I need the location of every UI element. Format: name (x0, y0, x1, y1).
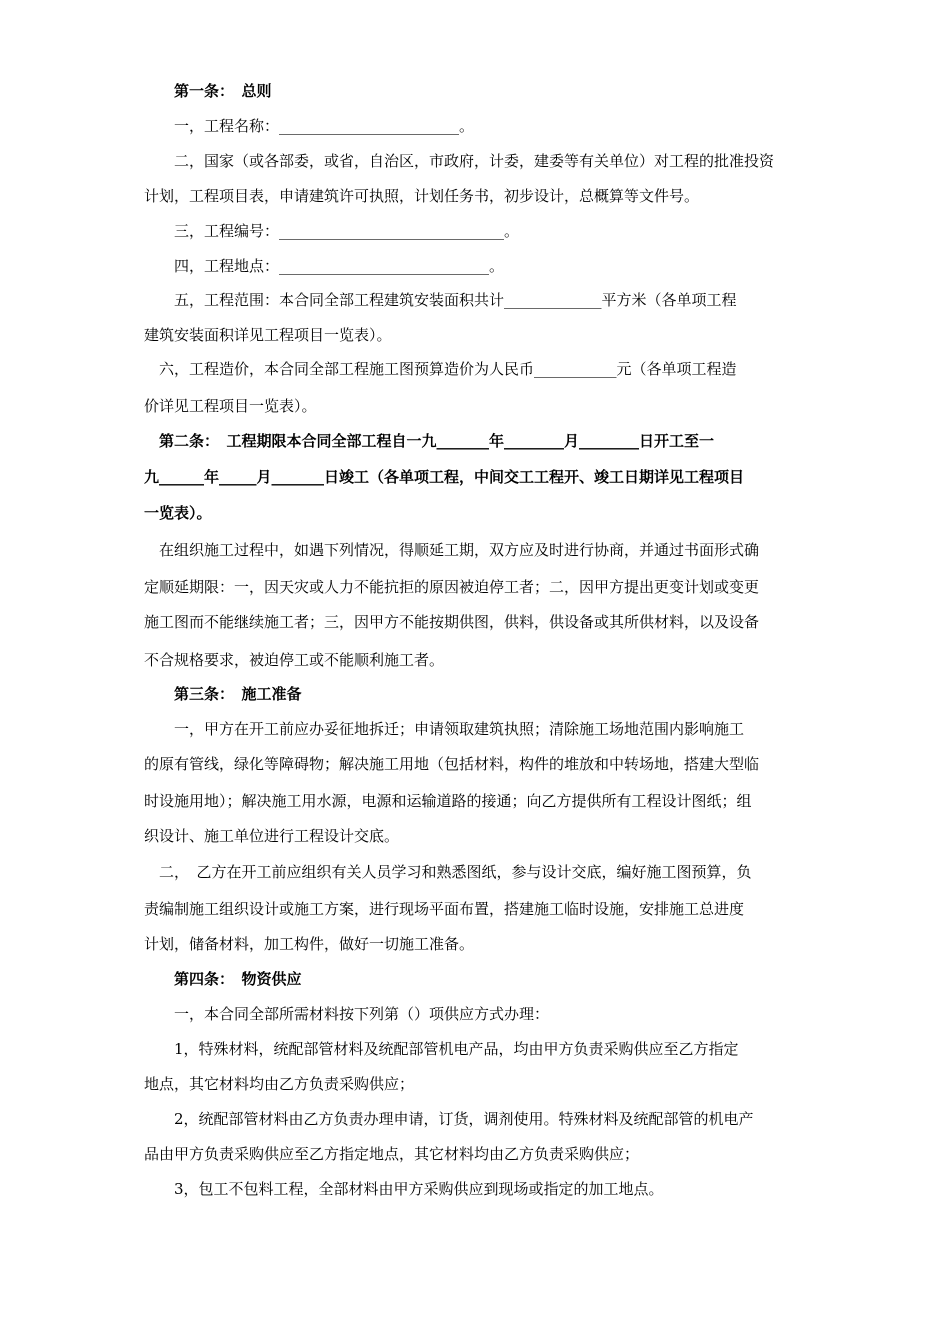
paragraph-line: 品由甲方负责采购供应至乙方指定地点，其它材料均由乙方负责采购供应； (144, 1145, 640, 1163)
article-1-heading: 第一条： 总则 (144, 82, 272, 100)
article-2-line: 一览表）。 (144, 504, 212, 522)
paragraph-line: 价详见工程项目一览表）。 (144, 397, 317, 415)
paragraph-line: 计划，储备材料，加工构件，做好一切施工准备。 (144, 935, 475, 953)
paragraph-line: 二， 乙方在开工前应组织有关人员学习和熟悉图纸，参与设计交底，编好施工图预算，负 (144, 863, 752, 881)
paragraph-line: 二，国家（或各部委，或省，自治区，市政府，计委，建委等有关单位）对工程的批准投资 (144, 152, 775, 170)
paragraph-line: 地点，其它材料均由乙方负责采购供应； (144, 1075, 415, 1093)
paragraph-line: 的原有管线，绿化等障碍物；解决施工用地（包括材料，构件的堆放和中转场地，搭建大型临 (144, 755, 760, 773)
paragraph-line: 1，特殊材料，统配部管材料及统配部管机电产品，均由甲方负责采购供应至乙方指定 (144, 1040, 739, 1058)
article-4-heading: 第四条： 物资供应 (144, 970, 302, 988)
paragraph-line: 一，甲方在开工前应办妥征地拆迁；申请领取建筑执照；清除施工场地范围内影响施工 (144, 720, 745, 738)
paragraph-line: 3，包工不包料工程，全部材料由甲方采购供应到现场或指定的加工地点。 (144, 1180, 664, 1198)
paragraph-line: 不合规格要求，被迫停工或不能顺利施工者。 (144, 651, 445, 669)
paragraph-line: 一，本合同全部所需材料按下列第（）项供应方式办理： (144, 1005, 550, 1023)
paragraph-line: 一，工程名称：________________________。 (144, 117, 475, 135)
paragraph-line: 责编制施工组织设计或施工方案，进行现场平面布置，搭建施工临时设施，安排施工总进度 (144, 900, 745, 918)
paragraph-line: 建筑安装面积详见工程项目一览表）。 (144, 326, 392, 344)
paragraph-line: 定顺延期限：一，因天灾或人力不能抗拒的原因被迫停工者；二，因甲方提出更变计划或变更 (144, 578, 760, 596)
paragraph-line: 六，工程造价，本合同全部工程施工图预算造价为人民币___________元（各单项工程造 (144, 360, 737, 378)
article-2-line: 九______年_____月_______日竣工（各单项工程，中间交工工程开、竣工日期详见工程项目 (144, 468, 745, 486)
paragraph-line: 在组织施工过程中，如遇下列情况，得顺延工期，双方应及时进行协商，并通过书面形式确 (144, 541, 760, 559)
paragraph-line: 施工图而不能继续施工者；三，因甲方不能按期供图，供料，供设备或其所供材料，以及设备 (144, 613, 760, 631)
paragraph-line: 计划，工程项目表，申请建筑许可执照，计划任务书，初步设计，总概算等文件号。 (144, 187, 700, 205)
article-2-heading: 第二条： 工程期限本合同全部工程自一九_______年________月________日开工至一 (144, 432, 715, 450)
paragraph-line: 三，工程编号：______________________________。 (144, 222, 520, 240)
paragraph-line: 五，工程范围：本合同全部工程建筑安装面积共计_____________平方米（各单项工程 (144, 291, 737, 309)
paragraph-line: 织设计、施工单位进行工程设计交底。 (144, 827, 400, 845)
paragraph-line: 2，统配部管材料由乙方负责办理申请，订货，调剂使用。特殊材料及统配部管的机电产 (144, 1110, 754, 1128)
paragraph-line: 时设施用地）；解决施工用水源，电源和运输道路的接通；向乙方提供所有工程设计图纸；组 (144, 792, 752, 810)
article-3-heading: 第三条： 施工准备 (144, 685, 302, 703)
paragraph-line: 四，工程地点：____________________________。 (144, 257, 505, 275)
